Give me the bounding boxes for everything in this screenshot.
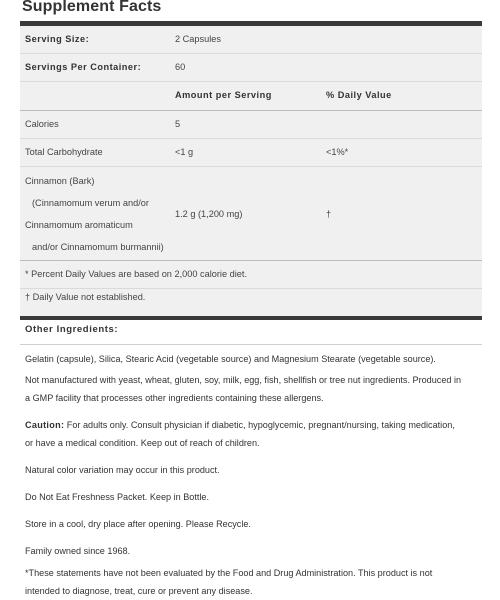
cinnamon-species-line: and/or Cinnamomum burmannii)	[32, 242, 164, 252]
servings-per-container-label: Servings Per Container:	[25, 62, 142, 72]
caution-statement	[25, 420, 455, 430]
cinnamon-dv: †	[326, 209, 332, 219]
row-divider	[20, 138, 482, 139]
row-divider	[20, 53, 482, 54]
other-ingredients-text: Gelatin (capsule), Silica, Stearic Acid (vegetable source) and Magnesium Stearate (vegetable source).	[25, 354, 436, 364]
storage-note: Store in a cool, dry place after opening. Please Recycle.	[25, 519, 251, 529]
fda-disclaimer: intended to diagnose, treat, cure or prevent any disease.	[25, 586, 253, 596]
cinnamon-amount: 1.2 g (1,200 mg)	[175, 209, 243, 219]
cinnamon-label: Cinnamon (Bark)	[25, 176, 95, 186]
row-divider	[20, 81, 482, 82]
row-divider	[20, 288, 482, 289]
carbohydrate-amount: <1 g	[175, 147, 194, 157]
calories-label: Calories	[25, 119, 59, 129]
color-variation-note: Natural color variation may occur in this product.	[25, 465, 220, 475]
caution-label: Caution:	[25, 420, 65, 430]
caution-text: or have a medical condition. Keep out of reach of children.	[25, 438, 260, 448]
serving-size-label: Serving Size:	[25, 34, 90, 44]
amount-per-serving-header: Amount per Serving	[175, 90, 272, 100]
serving-size-value: 2 Capsules	[175, 34, 221, 44]
allergen-statement: Not manufactured with yeast, wheat, gluten, soy, milk, egg, fish, shellfish or tree nut ingredients. Produced in	[25, 375, 462, 385]
page-title: Supplement Facts	[22, 0, 162, 15]
cinnamon-species-line: (Cinnamomum verum and/or	[32, 198, 149, 208]
allergen-statement: a GMP facility that processes other ingredients containing these allergens.	[25, 393, 324, 403]
row-divider	[20, 260, 482, 261]
other-ingredients-heading: Other Ingredients:	[25, 324, 119, 335]
family-owned-note: Family owned since 1968.	[25, 546, 131, 556]
carbohydrate-label: Total Carbohydrate	[25, 147, 103, 157]
caution-text: For adults only. Consult physician if diabetic, hypoglycemic, pregnant/nursing, taking medication,	[64, 420, 455, 430]
row-divider	[20, 166, 482, 167]
fda-disclaimer: *These statements have not been evaluated by the Food and Drug Administration. This product is not	[25, 568, 433, 578]
freshness-packet-note: Do Not Eat Freshness Packet. Keep in Bottle.	[25, 492, 209, 502]
row-divider	[20, 110, 482, 111]
supplement-facts-panel	[20, 21, 482, 320]
divider	[20, 344, 482, 345]
servings-per-container-value: 60	[175, 62, 186, 72]
calories-amount: 5	[175, 119, 181, 129]
cinnamon-species-line: Cinnamomum aromaticum	[25, 220, 133, 230]
dagger-footnote: † Daily Value not established.	[25, 292, 146, 302]
carbohydrate-dv: <1%*	[326, 147, 349, 157]
daily-value-footnote: * Percent Daily Values are based on 2,000 calorie diet.	[25, 269, 247, 279]
daily-value-header: % Daily Value	[326, 90, 392, 100]
